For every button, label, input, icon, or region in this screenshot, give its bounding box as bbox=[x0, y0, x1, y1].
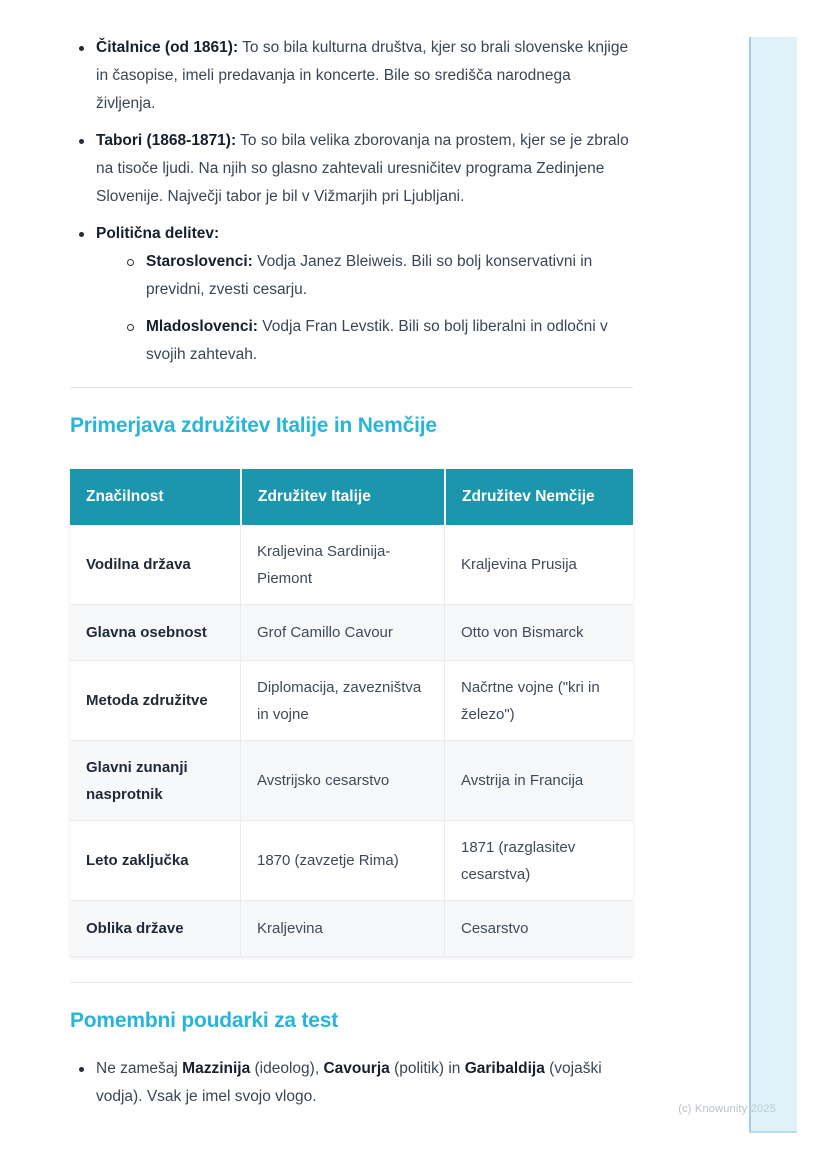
bullet-item-mladoslovenci bbox=[120, 313, 633, 369]
segment: (ideolog), bbox=[250, 1060, 324, 1077]
table-header-cell-znacilnost: Značilnost bbox=[70, 469, 240, 525]
section-divider bbox=[70, 982, 633, 983]
table-row bbox=[70, 661, 633, 741]
segment: (vojaški vodja). Vsak je imel svojo vlogo. bbox=[96, 1060, 602, 1105]
page-content bbox=[70, 34, 633, 1120]
table-header bbox=[70, 469, 633, 525]
table-cell: Kraljevina Prusija bbox=[444, 525, 633, 605]
table-cell: Kraljevina bbox=[240, 901, 444, 957]
table-cell: Otto von Bismarck bbox=[444, 605, 633, 661]
table-cell: Grof Camillo Cavour bbox=[240, 605, 444, 661]
bullet-label: Čitalnice (od 1861): bbox=[96, 39, 239, 56]
segment-bold: Cavourja bbox=[323, 1060, 390, 1077]
bullet-item-politicna-delitev bbox=[70, 220, 633, 369]
table-row bbox=[70, 605, 633, 661]
notes-bullet-list bbox=[70, 34, 633, 369]
table-row bbox=[70, 901, 633, 957]
highlights-section-title: Pomembni poudarki za test bbox=[70, 1009, 339, 1032]
bullet-text: Vodja Fran Levstik. Bili so bolj liberalni in odločni v svojih zahtevah. bbox=[146, 318, 608, 363]
section-divider bbox=[70, 387, 633, 388]
table-cell: Oblika države bbox=[70, 901, 240, 957]
table-cell: 1871 (razglasitev cesarstva) bbox=[444, 821, 633, 901]
highlights-bullet-list bbox=[70, 1055, 633, 1111]
bullet-label: Politična delitev: bbox=[96, 225, 220, 242]
table-header-cell-nemcija: Združitev Nemčije bbox=[444, 469, 633, 525]
bullet-text: Vodja Janez Bleiweis. Bili so bolj konservativni in previdni, zvesti cesarju. bbox=[146, 253, 593, 298]
sub-bullet-list bbox=[96, 248, 633, 369]
bullet-label: Tabori (1868-1871): bbox=[96, 132, 237, 149]
bullet-label: Mladoslovenci: bbox=[146, 318, 258, 335]
table-cell: Avstrija in Francija bbox=[444, 741, 633, 821]
bullet-text: To so bila velika zborovanja na prostem, kjer se je zbralo na tisoče ljudi. Na njih so glasno zahtevali uresničitev programa Zedinjene Slovenije. Največji tabor je bil v Vižmarjih pri Ljubljani. bbox=[96, 132, 629, 205]
table-row bbox=[70, 821, 633, 901]
table-cell: Glavni zunanji nasprotnik bbox=[70, 741, 240, 821]
table-cell: Leto zaključka bbox=[70, 821, 240, 901]
table-cell: Diplomacija, zavezništva in vojne bbox=[240, 661, 444, 741]
table-cell: 1870 (zavzetje Rima) bbox=[240, 821, 444, 901]
table-header-cell-italija: Združitev Italije bbox=[240, 469, 444, 525]
copyright-credit: (c) Knowunity 2025 bbox=[678, 1103, 776, 1115]
segment-bold: Mazzinija bbox=[182, 1060, 251, 1077]
table-row bbox=[70, 741, 633, 821]
segment: Ne zamešaj bbox=[96, 1060, 183, 1077]
table-cell: Načrtne vojne ("kri in železo") bbox=[444, 661, 633, 741]
segment: (politik) in bbox=[389, 1060, 465, 1077]
table-cell: Vodilna država bbox=[70, 525, 240, 605]
table-cell: Kraljevina Sardinija-Piemont bbox=[240, 525, 444, 605]
table-cell: Cesarstvo bbox=[444, 901, 633, 957]
segment-bold: Garibaldija bbox=[464, 1060, 545, 1077]
bullet-label: Staroslovenci: bbox=[146, 253, 253, 270]
table-row bbox=[70, 525, 633, 605]
comparison-section-title: Primerjava združitev Italije in Nemčije bbox=[70, 414, 437, 437]
bullet-item-tabori bbox=[70, 127, 633, 211]
bullet-item-citalnice bbox=[70, 34, 633, 118]
bullet-item-highlight bbox=[70, 1055, 633, 1111]
table-cell: Avstrijsko cesarstvo bbox=[240, 741, 444, 821]
bullet-text: To so bila kulturna društva, kjer so brali slovenske knjige in časopise, imeli predavanja in koncerte. Bile so središča narodnega življenja. bbox=[96, 39, 629, 112]
comparison-table bbox=[70, 469, 633, 957]
bullet-item-staroslovenci bbox=[120, 248, 633, 304]
table-cell: Glavna osebnost bbox=[70, 605, 240, 661]
table-cell: Metoda združitve bbox=[70, 661, 240, 741]
right-highlight-strip bbox=[749, 37, 797, 1133]
